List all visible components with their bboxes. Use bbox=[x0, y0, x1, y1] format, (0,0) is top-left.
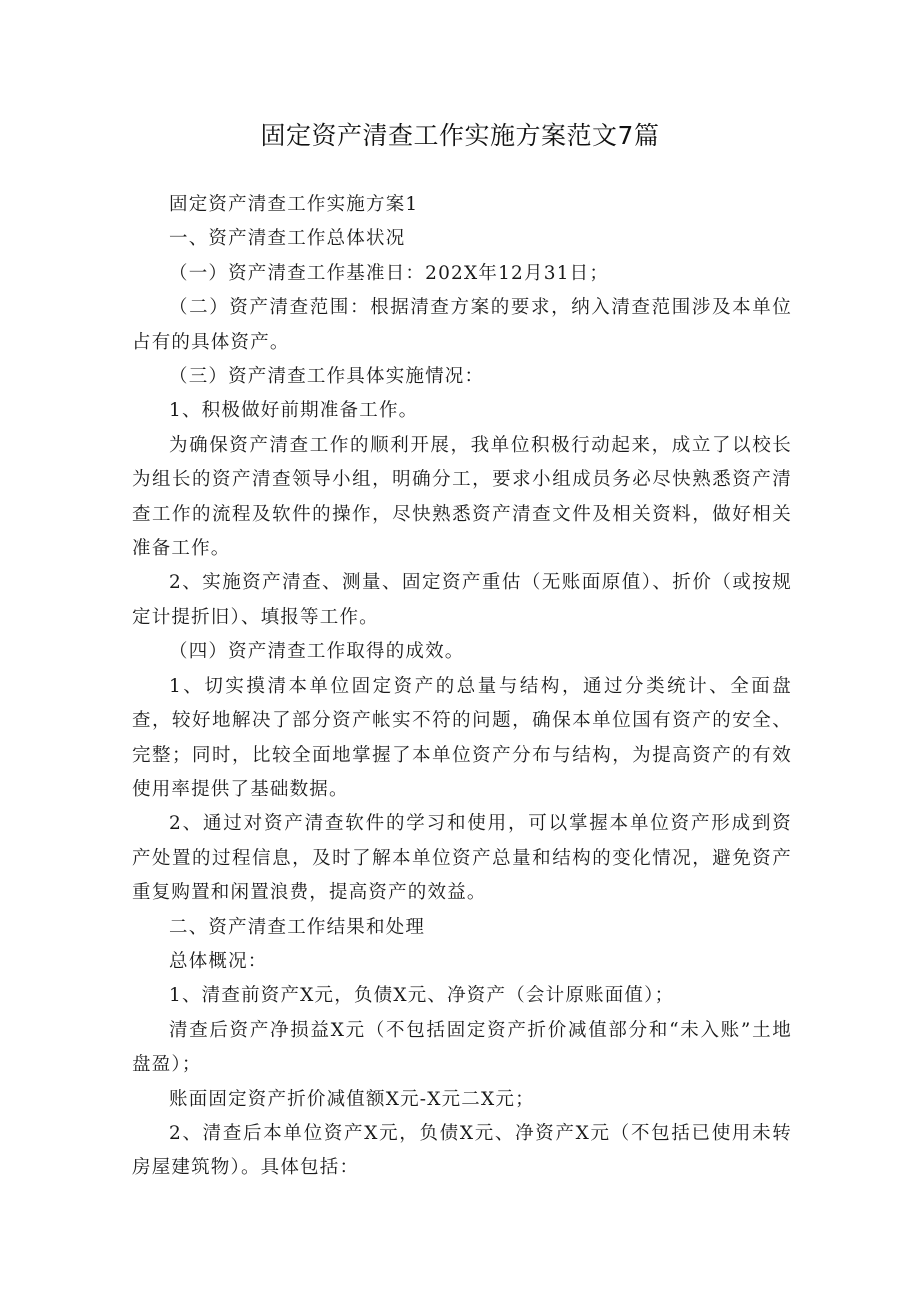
paragraph: 1、切实摸清本单位固定资产的总量与结构，通过分类统计、全面盘查，较好地解决了部分资产帐实不符的问题，确保本单位国有资产的安全、完整；同时，比较全面地掌握了本单位资产分布与结构，为提高资产的有效使用率提供了基础数据。 bbox=[132, 675, 792, 800]
paragraph: 1、积极做好前期准备工作。 bbox=[169, 400, 419, 422]
paragraph: 2、通过对资产清查软件的学习和使用，可以掌握本单位资产形成到资产处置的过程信息，及时了解本单位资产总量和结构的变化情况，避免资产重复购置和闲置浪费，提高资产的效益。 bbox=[132, 813, 792, 904]
paragraph: （二）资产清查范围：根据清查方案的要求，纳入清查范围涉及本单位占有的具体资产。 bbox=[132, 297, 792, 353]
paragraph: 为确保资产清查工作的顺利开展，我单位积极行动起来，成立了以校长为组长的资产清查领导小组，明确分工，要求小组成员务必尽快熟悉资产清查工作的流程及软件的操作，尽快熟悉资产清查文件及相关资料，做好相关准备工作。 bbox=[132, 434, 792, 560]
paragraph: 账面固定资产折价减值额X元-X元二X元； bbox=[169, 1088, 535, 1110]
paragraph: 1、清查前资产X元，负债X元、净资产（会计原账面值）； bbox=[169, 985, 675, 1007]
paragraph: 清查后资产净损益X元（不包括固定资产折价减值部分和“未入账”土地盘盈）； bbox=[132, 1019, 792, 1076]
paragraph: 二、资产清查工作结果和处理 bbox=[169, 916, 426, 938]
document-body bbox=[132, 188, 792, 1186]
document-title: 固定资产清查工作实施方案范文7篇 bbox=[260, 121, 660, 150]
paragraph: 固定资产清查工作实施方案1 bbox=[169, 194, 419, 215]
paragraph: 总体概况： bbox=[169, 950, 268, 972]
paragraph: （一）资产清查工作基准日：202X年12月31日； bbox=[169, 262, 610, 284]
paragraph: 一、资产清查工作总体状况 bbox=[169, 228, 406, 250]
paragraph: （四）资产清查工作取得的成效。 bbox=[169, 641, 465, 663]
paragraph: 2、实施资产清查、测量、固定资产重估（无账面原值）、折价（或按规定计提折旧）、填报等工作。 bbox=[132, 572, 792, 628]
paragraph: （三）资产清查工作具体实施情况： bbox=[169, 366, 485, 388]
paragraph: 2、清查后本单位资产X元，负债X元、净资产X元（不包括已使用未转房屋建筑物）。具体包括： bbox=[132, 1122, 792, 1179]
